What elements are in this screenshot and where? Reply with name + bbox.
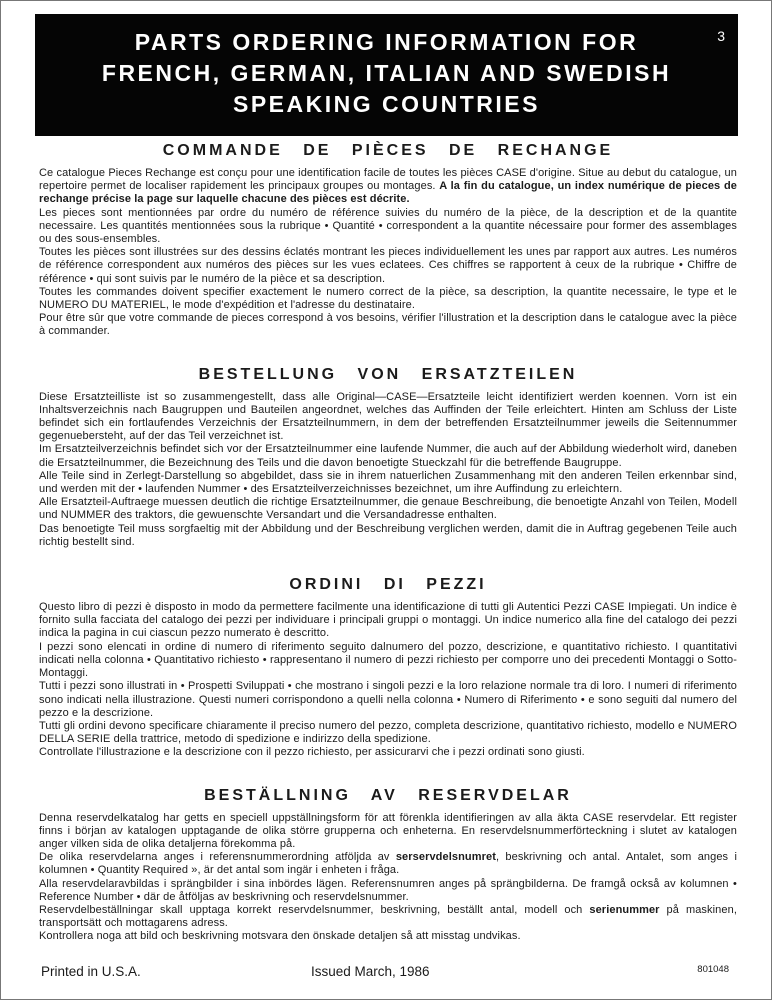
- text-run: Tutti gli ordini devono specificare chiaramente il preciso numero del pezzo, completa descrizione, quantitativo richiesto, modello e NUMERO DELLA SERIE della trattrice, metodo di spedizione e indirizzo della spedizione.: [39, 719, 737, 746]
- section-heading-swedish: BESTÄLLNING AV RESERVDELAR: [204, 786, 572, 804]
- document-body: [39, 142, 737, 944]
- body-paragraph: [39, 523, 737, 549]
- text-run: De olika reservdelarna anges i referensnummerordning atföljda av: [39, 851, 396, 864]
- body-paragraph: [39, 167, 737, 207]
- text-run: Alla reservdelaravbildas i sprängbilder i sina inbördes lägen. Referensnumren anges på sprängbilderna. De framgå också av kolumnen • Reference Number • där de åtföljas av beskrivning och reservdelsnummer.: [39, 877, 737, 903]
- section-heading-italian: ORDINI DI PEZZI: [289, 576, 487, 594]
- body-paragraph: [39, 443, 737, 469]
- text-run: , beskrivning och antal. Antalet, som anges i kolumnen • Quantity Required », är det antal som ingär i enheten i fråga.: [39, 851, 737, 877]
- text-run: I pezzi sono elencati in ordine di numero di riferimento seguito dalnumero del pozzo, descrizione, e quantitativo richiesto. I quantitativi indicati nella colonna • Quantitativo richiesto • rappresentano il numero di pezzi richiesto per comporre uno dei precedenti Montaggi o Sotto- Montaggi.: [39, 640, 737, 680]
- section-heading-french: COMMANDE DE PIÈCES DE RECHANGE: [162, 142, 614, 159]
- footer-printed-in: Printed in U.S.A.: [41, 964, 141, 979]
- body-paragraph: [39, 391, 737, 444]
- section-swedish: [39, 787, 737, 944]
- body-paragraph: [39, 680, 737, 720]
- text-run: Im Ersatzteilverzeichnis befindet sich vor der Ersatzteilnummer eine laufende Nummer, die auch auf der Abbildung wiederholt wird, daneben die Ersatzteilnummer, die Bezeichnung des Teils und die davon benoetigte Stueckzahl für die betreffende Baugruppe.: [39, 443, 737, 469]
- banner-title-line-1: PARTS ORDERING INFORMATION FOR: [134, 29, 639, 55]
- text-run: serienummer: [589, 903, 660, 916]
- body-paragraph: [39, 851, 737, 877]
- banner-title-line-2: FRENCH, GERMAN, ITALIAN AND SWEDISH: [101, 60, 672, 86]
- footer-issue-date: Issued March, 1986: [311, 964, 430, 979]
- body-paragraph: [39, 207, 737, 247]
- body-paragraph: [39, 312, 737, 338]
- text-run: Controllate l'illustrazione e la descrizione con il pezzo richiesto, per assicurarvi che i pezzi ordinati sono giusti.: [39, 746, 585, 759]
- text-run: Diese Ersatzteilliste ist so zusammengestellt, dass alle Original—CASE—Ersatzteile leicht identifiziert werden koennen. Vorn ist ein Inhaltsverzeichnis nach Baugruppen und Bauteilen angeordnet, welches das Auffinden der Teile erleichtert. Hinten am Schluss der Liste befindet sich ein fortlaufendes Verzeichnis der Ersatzteilnummern, in dem der betreffenden Ersatzteilnummer jeweils die Seitennummer gegenuebersteht, auf der das Teil verzeichnet ist.: [39, 390, 737, 443]
- page-footer: [1, 961, 771, 979]
- text-run: Reservdelbeställningar skall upptaga korrekt reservdelsnummer, beskrivning, beställt antal, modell och: [39, 903, 590, 916]
- section-heading-german: BESTELLUNG VON ERSATZTEILEN: [198, 365, 578, 383]
- text-run: Alle Teile sind in Zerlegt-Darstellung so abgebildet, dass sie in ihrem natuerlichen Zusammenhang mit den anderen Teilen erkennbar sind, und werden mit der • laufenden Nummer • des Ersatzteilverzeichnisses bezeichnet, um ihre Auffindung zu erleichtern.: [39, 469, 737, 496]
- footer-form-number: 801048: [697, 964, 729, 975]
- body-paragraph: [39, 904, 737, 930]
- title-banner: [35, 14, 738, 136]
- body-paragraph: [39, 878, 737, 904]
- section-german: [39, 366, 737, 549]
- text-run: Tutti i pezzi sono illustrati in • Prospetti Sviluppati • che mostrano i singoli pezzi e la loro relazione normale tra di loro. I numeri di riferimento sono indicati nella illustrazione. Questi numeri corrispondono a quelli nella colonna • Numero di Riferimento • e sono seguiti dal numero del pezzo e la descrizione.: [39, 680, 737, 719]
- body-paragraph: [39, 930, 737, 943]
- text-run: Toutes les commandes doivent specifier exactement le numero correct de la pièce, sa description, la quantite necessaire, le type et le NUMERO DU MATERIEL, le mode d'expédition et l'adresse du destinataire.: [39, 285, 737, 312]
- body-paragraph: [39, 286, 737, 312]
- text-run: Das benoetigte Teil muss sorgfaeltig mit der Abbildung und der Beschreibung verglichen werden, damit die in Auftrag gegebenen Teile auch richtig bestellt sind.: [39, 522, 737, 548]
- text-run: Pour être sûr que votre commande de pieces correspond à vos besoins, vérifier l'illustration et la description dans le catalogue avec la pièce à commander.: [39, 312, 737, 338]
- text-run: på maskinen, transportsätt och mottagarens adress.: [39, 903, 737, 930]
- text-run: Denna reservdelkatalog har getts en speciell uppställningsform för att förenkla identifieringen av alla äkta CASE reservdelar. Ett register finns i början av katalogen upptagande de olika större grupperna och enheterna. En reservdelsnummerförteckning i slutet av katalogen anger vilken sida de olika detaljerna förekomma på.: [39, 811, 737, 850]
- body-paragraph: [39, 720, 737, 746]
- text-run: Kontrollera noga att bild och beskrivning motsvara den önskade detaljen så att misstag undvikas.: [39, 930, 521, 943]
- body-paragraph: [39, 496, 737, 522]
- text-run: Les pieces sont mentionnées par ordre du numéro de référence suivies du numéro de la pièce, de la description et de la quantite necessaire. Les quantités mentionnées sous la rubrique • Quantité • correspondent a la quantite nécessaire pour former des assemblages ou des sous-ensembles.: [39, 206, 737, 246]
- text-run: serservdelsnumret: [395, 851, 496, 864]
- text-run: Ce catalogue Pieces Rechange est conçu pour une identification facile de toutes les pièces CASE d'origine. Situe au debut du catalogue, un repertoire permet de localiser rapidement les principaux groupes ou montages.: [39, 167, 737, 193]
- text-run: Toutes les pièces sont illustrées sur des dessins éclatés montrant les pieces individuellement les unes par rapport aux autres. Les numéros de référence correspondent aux numéros des pièces sur les vues eclatees. Ces chiffres se rapportent à ceux de la rubrique • Chiffre de référence • qui sont suivis par le numéro de la pièce et sa description.: [39, 246, 737, 285]
- banner-title-line-3: SPEAKING COUNTRIES: [233, 91, 540, 117]
- body-paragraph: [39, 641, 737, 681]
- section-french: [39, 142, 737, 339]
- body-paragraph: [39, 746, 737, 759]
- text-run: Questo libro di pezzi è disposto in modo da permettere facilmente una identificazione di tutti gli Autentici Pezzi CASE Impiegati. Un indice è fornito sulla facciata del catalogo dei pezzi per individuare i principali gruppi o montaggi. Un indice numerico alla fine del catalogo dei pezzi indica la pagina in cui ciascun pezzo numerato è descritto.: [39, 601, 737, 640]
- body-paragraph: [39, 470, 737, 496]
- body-paragraph: [39, 812, 737, 852]
- body-paragraph: [39, 246, 737, 286]
- section-italian: [39, 576, 737, 759]
- body-paragraph: [39, 601, 737, 641]
- text-run: Alle Ersatzteil-Auftraege muessen deutlich die richtige Ersatzteilnummer, die genaue Beschreibung, die benoetigte Anzahl von Teilen, Modell und NUMMER des traktors, die gewuenschte Versandart und die Versandadresse enthalten.: [39, 496, 737, 522]
- text-run: A la fin du catalogue, un index numérique de pieces de rechange précise la page sur laquelle chacune des pièces est décrite.: [39, 180, 737, 206]
- page-number: 3: [717, 28, 725, 44]
